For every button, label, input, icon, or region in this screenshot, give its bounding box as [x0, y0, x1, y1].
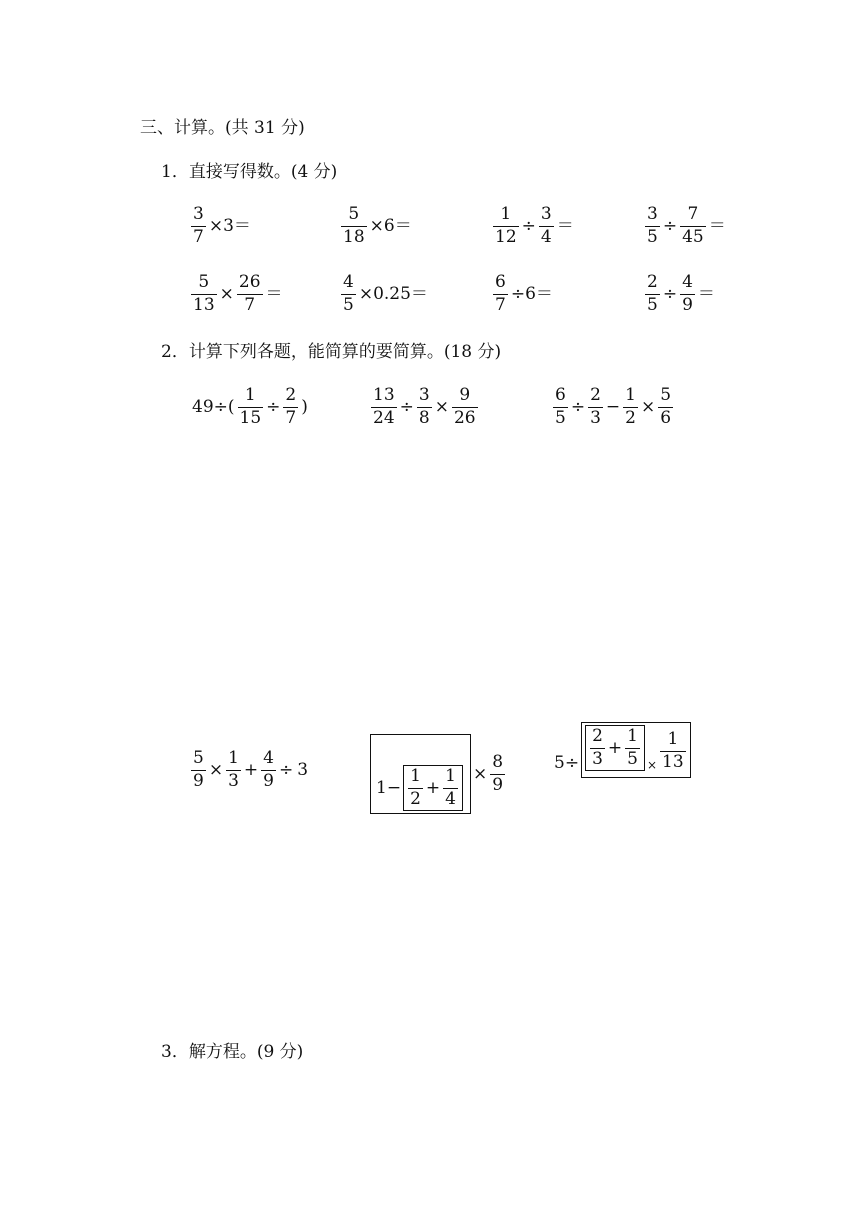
fraction: $\frac{1}{13}$ — [662, 729, 684, 772]
inner-bracket: $\frac{2}{3}$ + $\frac{1}{5}$ — [585, 725, 645, 771]
fraction: $\frac{3}{8}$ — [418, 385, 430, 428]
part2-problem-2: $\frac{13}{24}$ ÷ $\frac{3}{8}$ × $\frac{9}{26}$ — [373, 385, 476, 428]
fraction: $\frac{3}{4}$ — [540, 204, 552, 247]
fraction: $\frac{5}{13}$ — [193, 272, 215, 315]
outer-bracket: 1− $\frac{1}{2}$ + $\frac{1}{4}$ — [370, 734, 466, 814]
part2-problem-4: $\frac{5}{9}$ × $\frac{1}{3}$ + $\frac{4}{9}$ ÷ 3 — [193, 748, 309, 791]
fraction: $\frac{8}{9}$ — [492, 752, 504, 795]
part1-item-4: $\frac{3}{5}$ ÷ $\frac{7}{45}$ ＝ — [647, 204, 726, 247]
fraction: $\frac{5}{18}$ — [343, 204, 365, 247]
part1-item-3: $\frac{1}{12}$ ÷ $\frac{3}{4}$ ＝ — [495, 204, 574, 247]
part1-item-1: $\frac{3}{7}$ ×3＝ — [193, 204, 251, 247]
part1-item-6: $\frac{4}{5}$ ×0.25＝ — [343, 272, 428, 315]
fraction: $\frac{1}{2}$ — [625, 385, 636, 428]
fraction: $\frac{7}{45}$ — [682, 204, 704, 247]
fraction: $\frac{6}{7}$ — [495, 272, 506, 315]
fraction: $\frac{4}{9}$ — [682, 272, 693, 315]
fraction: $\frac{1}{15}$ — [239, 385, 262, 428]
part2-problem-1: 49÷( $\frac{1}{15}$ ÷ $\frac{2}{7}$ ) — [192, 385, 308, 428]
fraction: $\frac{3}{7}$ — [193, 204, 204, 247]
fraction: $\frac{1}{4}$ — [445, 766, 456, 809]
fraction: $\frac{13}{24}$ — [373, 385, 395, 428]
fraction: $\frac{26}{7}$ — [238, 272, 261, 315]
part2-problem-6: 5÷ $\frac{2}{3}$ + $\frac{1}{5}$ × $\frac{1}{13}$ — [552, 722, 691, 778]
fraction: $\frac{1}{12}$ — [495, 204, 517, 247]
part2-problem-3: $\frac{6}{5}$ ÷ $\frac{2}{3}$ − $\frac{1}{2}$ × $\frac{5}{6}$ — [555, 385, 672, 428]
fraction: $\frac{5}{9}$ — [193, 748, 204, 791]
fraction: $\frac{9}{26}$ — [453, 385, 476, 428]
part2-problem-5: 1− $\frac{1}{2}$ + $\frac{1}{4}$ × $\frac{8}{9}$ — [370, 734, 506, 814]
fraction: $\frac{2}{3}$ — [590, 385, 601, 428]
part2-heading: 2．计算下列各题，能简算的要简算。(18 分) — [161, 342, 502, 362]
fraction: $\frac{1}{5}$ — [627, 726, 638, 769]
fraction: $\frac{3}{5}$ — [647, 204, 658, 247]
fraction: $\frac{1}{2}$ — [410, 766, 421, 809]
fraction: $\frac{5}{6}$ — [660, 385, 672, 428]
part3-heading: 3．解方程。(9 分) — [161, 1042, 304, 1062]
part1-heading: 1．直接写得数。(4 分) — [161, 162, 338, 182]
fraction: $\frac{4}{5}$ — [343, 272, 354, 315]
fraction: $\frac{1}{3}$ — [228, 748, 239, 791]
part1-item-8: $\frac{2}{5}$ ÷ $\frac{4}{9}$ ＝ — [647, 272, 715, 315]
outer-bracket: $\frac{2}{3}$ + $\frac{1}{5}$ × $\frac{1}{13}$ — [581, 722, 691, 778]
fraction: $\frac{2}{7}$ — [285, 385, 297, 428]
part1-item-5: $\frac{5}{13}$ × $\frac{26}{7}$ ＝ — [193, 272, 283, 315]
fraction: $\frac{2}{3}$ — [592, 726, 603, 769]
fraction: $\frac{6}{5}$ — [555, 385, 566, 428]
part1-item-7: $\frac{6}{7}$ ÷6＝ — [495, 272, 553, 315]
inner-bracket: $\frac{1}{2}$ + $\frac{1}{4}$ — [403, 765, 463, 811]
part1-item-2: $\frac{5}{18}$ ×6＝ — [343, 204, 412, 247]
fraction: $\frac{4}{9}$ — [263, 748, 274, 791]
section-heading: 三、计算。(共 31 分) — [140, 118, 305, 138]
fraction: $\frac{2}{5}$ — [647, 272, 658, 315]
